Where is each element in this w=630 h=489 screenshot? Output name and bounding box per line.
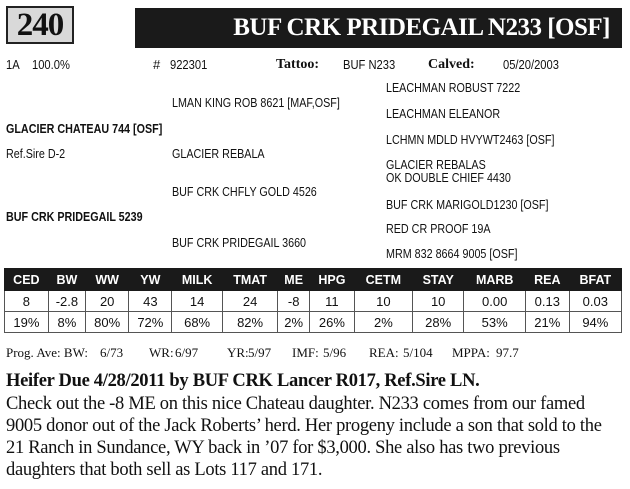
epd-value-bw: -2.8	[48, 291, 85, 312]
epd-header-row	[5, 269, 622, 291]
epd-pct-bfat: 94%	[569, 312, 621, 333]
progeny-mppa-label: MPPA:	[452, 345, 490, 360]
epd-pct-yw: 72%	[129, 312, 172, 333]
dam-sire: BUF CRK CHFLY GOLD 4526	[172, 185, 317, 199]
tattoo-label: Tattoo:	[276, 57, 320, 72]
dam-dam-sire: RED CR PROOF 19A	[386, 222, 491, 236]
epd-value-me: -8	[278, 291, 310, 312]
epd-pct-milk: 68%	[172, 312, 222, 333]
progeny-imf: 5/96	[323, 345, 347, 360]
epd-header-milk: MILK	[172, 269, 222, 291]
epd-table	[4, 268, 622, 333]
epd-header-marb: MARB	[464, 269, 525, 291]
tattoo: BUF N233	[343, 57, 396, 72]
sire-dam: GLACIER REBALA	[172, 147, 265, 161]
dam-dam: BUF CRK PRIDEGAIL 3660	[172, 236, 307, 250]
epd-values-row	[5, 291, 622, 312]
dam-name: BUF CRK PRIDEGAIL 5239	[6, 210, 143, 224]
epd-percentile-row	[5, 312, 622, 333]
epd-value-ww: 20	[86, 291, 129, 312]
calved-date: 05/20/2003	[503, 57, 559, 72]
sire-dam-dam: GLACIER REBALAS	[386, 158, 486, 172]
epd-pct-rea: 21%	[525, 312, 569, 333]
epd-header-ww: WW	[86, 269, 129, 291]
sire-name: GLACIER CHATEAU 744 [OSF]	[6, 122, 163, 136]
progeny-rea: 5/104	[403, 345, 433, 360]
breeding-headline: Heifer Due 4/28/2011 by BUF CRK Lancer R017, Ref.Sire LN.	[6, 371, 480, 391]
epd-header-bfat: BFAT	[569, 269, 621, 291]
sire-sire-sire: LEACHMAN ROBUST 7222	[386, 81, 521, 95]
epd-header-stay: STAY	[412, 269, 464, 291]
sire-sire: LMAN KING ROB 8621 [MAF,OSF]	[172, 96, 340, 110]
progeny-mppa: 97.7	[496, 345, 519, 360]
epd-pct-ww: 80%	[86, 312, 129, 333]
epd-value-ced: 8	[5, 291, 49, 312]
epd-header-me: ME	[278, 269, 310, 291]
epd-pct-cetm: 2%	[354, 312, 412, 333]
epd-header-tmat: TMAT	[222, 269, 278, 291]
reg-label: #	[153, 57, 161, 72]
epd-header-hpg: HPG	[309, 269, 354, 291]
epd-value-marb: 0.00	[464, 291, 525, 312]
progeny-bw-label: Prog. Ave: BW:	[6, 345, 88, 360]
epd-value-tmat: 24	[222, 291, 278, 312]
animal-name: BUF CRK PRIDEGAIL N233 [OSF]	[135, 8, 622, 48]
percent: 100.0%	[32, 57, 70, 72]
reg-number: 922301	[170, 57, 208, 72]
dam-dam-dam: MRM 832 8664 9005 [OSF]	[386, 247, 518, 261]
lot-number: 240	[6, 6, 74, 44]
progeny-bw: 6/73	[100, 345, 124, 360]
epd-value-rea: 0.13	[525, 291, 569, 312]
ownership: 1A	[6, 57, 20, 72]
epd-value-bfat: 0.03	[569, 291, 621, 312]
epd-value-hpg: 11	[309, 291, 354, 312]
epd-pct-tmat: 82%	[222, 312, 278, 333]
epd-header-cetm: CETM	[354, 269, 412, 291]
epd-value-yw: 43	[129, 291, 172, 312]
epd-pct-bw: 8%	[48, 312, 85, 333]
progeny-yr-label: YR:	[227, 345, 249, 360]
progeny-yr: 5/97	[248, 345, 272, 360]
sire-ref: Ref.Sire D-2	[6, 147, 66, 161]
epd-pct-me: 2%	[278, 312, 310, 333]
epd-header-yw: YW	[129, 269, 172, 291]
epd-header-rea: REA	[525, 269, 569, 291]
dam-sire-dam: BUF CRK MARIGOLD1230 [OSF]	[386, 198, 549, 212]
progeny-rea-label: REA:	[369, 345, 399, 360]
progeny-imf-label: IMF:	[292, 345, 319, 360]
epd-value-cetm: 10	[354, 291, 412, 312]
sire-sire-dam: LEACHMAN ELEANOR	[386, 107, 501, 121]
epd-pct-ced: 19%	[5, 312, 49, 333]
progeny-wr-label: WR:	[149, 345, 174, 360]
epd-header-ced: CED	[5, 269, 49, 291]
lot-description: Check out the -8 ME on this nice Chateau daughter. N233 comes from our famed 9005 donor out of the Jack Roberts’ herd. Her progeny include a son that sold to the 21 Ranch in Sundance, WY back in ’07 for $3,000. She also has two previous daughters that both sell as Lots 117 and 171.	[6, 394, 602, 480]
epd-value-milk: 14	[172, 291, 222, 312]
epd-pct-hpg: 26%	[309, 312, 354, 333]
calved-label: Calved:	[428, 57, 475, 72]
epd-pct-marb: 53%	[464, 312, 525, 333]
epd-header-bw: BW	[48, 269, 85, 291]
epd-pct-stay: 28%	[412, 312, 464, 333]
dam-sire-sire: OK DOUBLE CHIEF 4430	[386, 171, 511, 185]
progeny-wr: 6/97	[175, 345, 199, 360]
epd-value-stay: 10	[412, 291, 464, 312]
sire-dam-sire: LCHMN MDLD HVYWT2463 [OSF]	[386, 133, 555, 147]
